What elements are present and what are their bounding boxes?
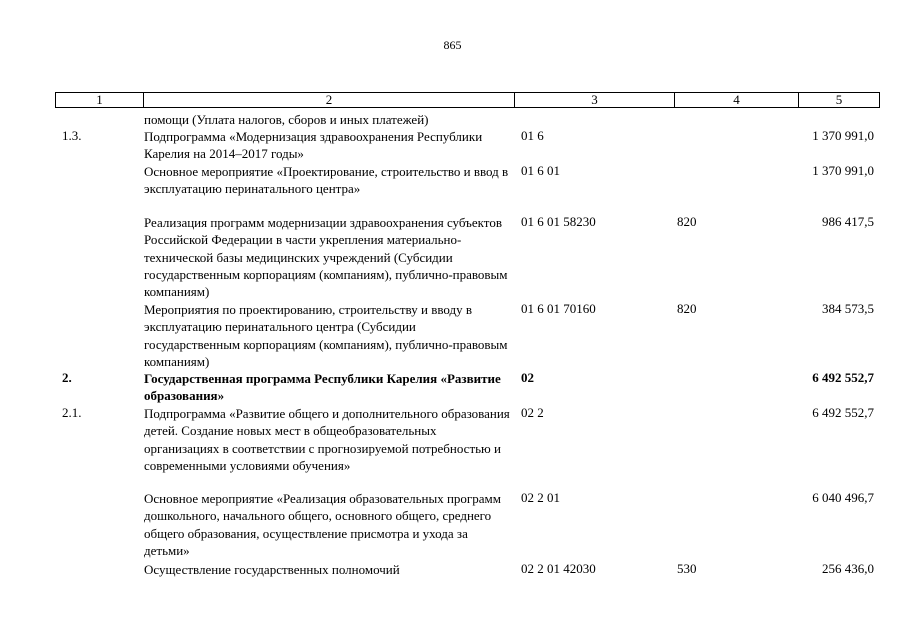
row-name: Реализация программ модернизации здравоохранения субъектов Российской Федерации в части укрепления материально-технической базы медицинских учреждений (Субсидии государственным корпорациям (компаниям), публично-правовым компаниям) (144, 215, 508, 300)
row-amount: 6 492 552,7 (812, 405, 874, 420)
header-col-1: 1 (96, 92, 103, 107)
header-col-3: 3 (591, 92, 598, 107)
row-code: 02 2 01 42030 (521, 561, 596, 576)
row-name: Государственная программа Республики Карелия «Развитие образования» (144, 371, 501, 404)
row-code: 01 6 01 58230 (521, 214, 596, 229)
row-code: 01 6 (521, 128, 544, 143)
row-amount: 6 492 552,7 (812, 370, 874, 385)
row-expense-type: 820 (677, 301, 697, 316)
row-name: Мероприятия по проектированию, строительству и вводу в эксплуатацию перинатального центра (Субсидии государственным корпорациям (компаниям), публично-правовым компаниям) (144, 302, 508, 369)
row-amount: 1 370 991,0 (812, 128, 874, 143)
row-amount: 6 040 496,7 (812, 490, 874, 505)
table-header (55, 92, 880, 108)
row-expense-type: 820 (677, 214, 697, 229)
row-code: 02 2 01 (521, 490, 560, 505)
row-code: 02 2 (521, 405, 544, 420)
row-name: помощи (Уплата налогов, сборов и иных платежей) (144, 112, 429, 127)
row-name: Осуществление государственных полномочий (144, 562, 400, 577)
row-number: 2. (62, 370, 72, 385)
page-number: 865 (443, 38, 462, 52)
header-col-2: 2 (325, 92, 333, 107)
row-number: 2.1. (62, 405, 82, 420)
row-number: 1.3. (62, 128, 82, 143)
header-col-5: 5 (835, 92, 843, 107)
row-amount: 1 370 991,0 (812, 163, 874, 178)
row-name: Подпрограмма «Развитие общего и дополнительного образования детей. Создание новых мест в общеобразовательных организациях в соответствии с прогнозируемой потребностью и современными условиями обучения» (144, 406, 510, 473)
row-amount: 986 417,5 (822, 214, 874, 229)
row-code: 01 6 01 70160 (521, 301, 596, 316)
row-name: Основное мероприятие «Проектирование, строительство и ввод в эксплуатацию перинатального центра» (144, 164, 509, 197)
row-name: Основное мероприятие «Реализация образовательных программ дошкольного, начального общего, основного общего, среднего общего образования, осуществление присмотра и ухода за детьми» (144, 491, 501, 558)
row-code: 02 (521, 370, 534, 385)
row-name: Подпрограмма «Модернизация здравоохранения Республики Карелия на 2014–2017 годы» (144, 129, 483, 162)
row-amount: 384 573,5 (822, 301, 874, 316)
row-expense-type: 530 (677, 561, 697, 576)
row-amount: 256 436,0 (822, 561, 874, 576)
header-col-4: 4 (733, 92, 740, 107)
row-code: 01 6 01 (521, 163, 560, 178)
